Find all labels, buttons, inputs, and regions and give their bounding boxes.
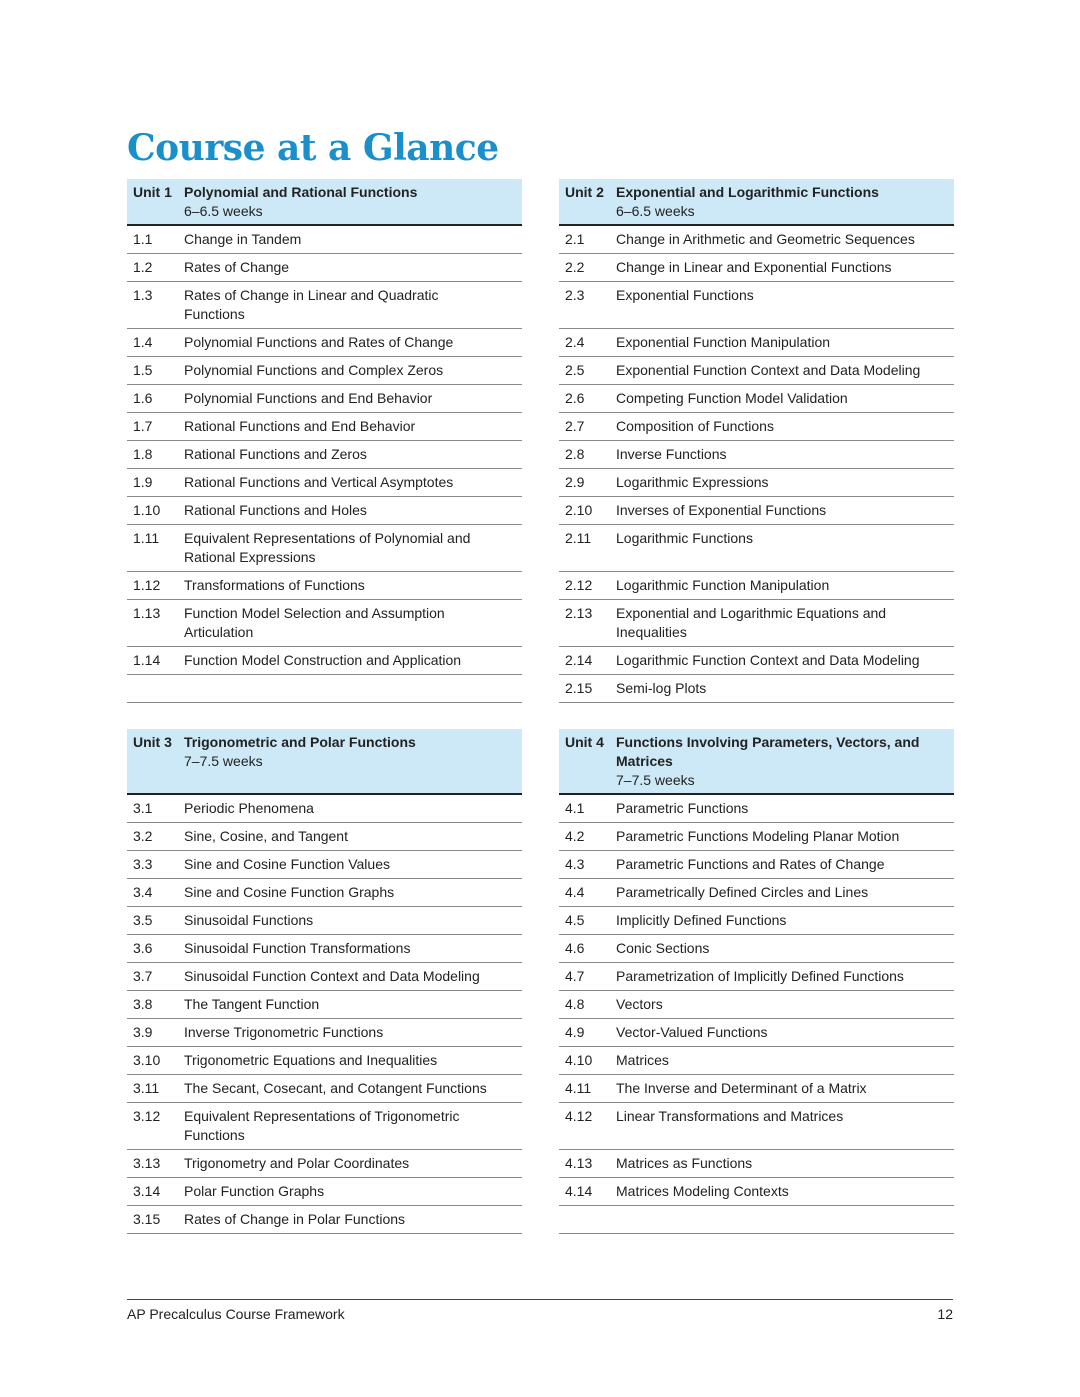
topic-row (559, 1019, 954, 1047)
topic-number: 3.1 (133, 800, 153, 816)
topic-title: Sine and Cosine Function Graphs (184, 884, 395, 900)
topic-title: Change in Tandem (184, 231, 302, 247)
topic-title: Exponential Functions (616, 287, 754, 303)
topic-row (559, 600, 954, 647)
topic-row (127, 795, 522, 823)
topic-title: Polynomial Functions and Rates of Change (184, 334, 454, 350)
topic-title: Parametric Functions and Rates of Change (616, 856, 885, 872)
topic-title: Logarithmic Function Context and Data Modeling (616, 652, 920, 668)
topic-number: 1.1 (133, 231, 153, 247)
topic-number: 2.11 (565, 530, 592, 546)
topic-number: 3.12 (133, 1108, 161, 1124)
topic-title: Sinusoidal Function Transformations (184, 940, 411, 956)
unit-4-table (559, 729, 954, 1234)
topic-number: 2.6 (565, 390, 585, 406)
topic-row (127, 1103, 522, 1150)
topic-row (127, 572, 522, 600)
topic-number: 1.11 (133, 530, 160, 546)
unit-title: Exponential and Logarithmic Functions (616, 184, 879, 200)
topic-number: 3.15 (133, 1211, 161, 1227)
topic-title: Competing Function Model Validation (616, 390, 848, 406)
topic-number: 3.13 (133, 1155, 161, 1171)
topic-number: 3.4 (133, 884, 153, 900)
topic-number: 2.4 (565, 334, 585, 350)
unit-title: Polynomial and Rational Functions (184, 184, 418, 200)
topic-title: Parametrically Defined Circles and Lines (616, 884, 869, 900)
topic-row (559, 907, 954, 935)
topic-title: Exponential Function Manipulation (616, 334, 831, 350)
topic-title: Change in Arithmetic and Geometric Sequences (616, 231, 915, 247)
topic-row (559, 1150, 954, 1178)
topic-title: Matrices (616, 1052, 669, 1068)
topic-row (127, 600, 522, 647)
topic-row (559, 1075, 954, 1103)
topic-row (127, 497, 522, 525)
topic-title: Matrices Modeling Contexts (616, 1183, 789, 1199)
topic-list (559, 795, 954, 1234)
page-number: 12 (937, 1306, 953, 1322)
topic-title: Polynomial Functions and End Behavior (184, 390, 433, 406)
topic-row (559, 357, 954, 385)
topic-row (127, 823, 522, 851)
topic-title: Matrices as Functions (616, 1155, 753, 1171)
topic-row (559, 879, 954, 907)
topic-row (127, 1019, 522, 1047)
footer-document-title: AP Precalculus Course Framework (127, 1306, 345, 1322)
topic-title: Parametric Functions Modeling Planar Motion (616, 828, 900, 844)
topic-number: 2.14 (565, 652, 593, 668)
unit-label: Unit 4 (565, 734, 604, 750)
topic-number: 2.15 (565, 680, 593, 696)
topic-row (127, 525, 522, 572)
topic-row (559, 525, 954, 572)
topic-number: 4.6 (565, 940, 585, 956)
topic-row (559, 1047, 954, 1075)
unit-header (127, 179, 522, 226)
topic-title: Logarithmic Expressions (616, 474, 769, 490)
topic-number: 1.5 (133, 362, 153, 378)
topic-number: 4.5 (565, 912, 585, 928)
topic-number: 3.7 (133, 968, 153, 984)
topic-title: Implicitly Defined Functions (616, 912, 787, 928)
topic-number: 2.7 (565, 418, 585, 434)
topic-row (127, 1206, 522, 1234)
topic-title: Vectors (616, 996, 663, 1012)
topic-number: 4.4 (565, 884, 585, 900)
topic-number: 3.8 (133, 996, 153, 1012)
topic-row (559, 282, 954, 329)
topic-row (559, 675, 954, 703)
topic-row (127, 385, 522, 413)
topic-title: Conic Sections (616, 940, 710, 956)
topic-title: The Tangent Function (184, 996, 320, 1012)
topic-row (127, 441, 522, 469)
topic-number: 2.2 (565, 259, 585, 275)
unit-weeks: 7–7.5 weeks (616, 772, 695, 788)
topic-number: 4.10 (565, 1052, 593, 1068)
topic-row (127, 1075, 522, 1103)
topic-title: Rates of Change in Linear and Quadratic Functions (184, 287, 439, 322)
unit-1-table (127, 179, 522, 703)
topic-title: Polynomial Functions and Complex Zeros (184, 362, 444, 378)
unit-title: Trigonometric and Polar Functions (184, 734, 416, 750)
unit-weeks: 6–6.5 weeks (616, 203, 695, 219)
topic-row (559, 572, 954, 600)
topic-title: Rates of Change (184, 259, 290, 275)
topic-number: 2.10 (565, 502, 593, 518)
topic-row (127, 1047, 522, 1075)
topic-title: Rates of Change in Polar Functions (184, 1211, 406, 1227)
topic-title: Sine and Cosine Function Values (184, 856, 390, 872)
topic-title: Function Model Construction and Application (184, 652, 462, 668)
topic-row (559, 329, 954, 357)
unit-label: Unit 3 (133, 734, 172, 750)
topic-row (127, 1150, 522, 1178)
topic-number: 3.10 (133, 1052, 161, 1068)
topic-title: Vector-Valued Functions (616, 1024, 768, 1040)
topic-title: Transformations of Functions (184, 577, 365, 593)
unit-header (127, 729, 522, 795)
topic-number: 3.3 (133, 856, 153, 872)
topic-row (127, 357, 522, 385)
topic-number: 2.5 (565, 362, 585, 378)
topic-number: 1.6 (133, 390, 153, 406)
topic-row (559, 1103, 954, 1150)
topic-row (559, 823, 954, 851)
topic-title: Sinusoidal Functions (184, 912, 314, 928)
topic-title: Exponential and Logarithmic Equations and Inequalities (616, 605, 887, 640)
topic-number: 4.1 (565, 800, 585, 816)
topic-number: 3.5 (133, 912, 153, 928)
topic-number: 4.8 (565, 996, 585, 1012)
topic-number: 1.12 (133, 577, 161, 593)
topic-number: 4.12 (565, 1108, 593, 1124)
topic-title: Function Model Selection and Assumption Articulation (184, 605, 445, 640)
topic-number: 2.3 (565, 287, 585, 303)
topic-number: 4.14 (565, 1183, 593, 1199)
topic-row (127, 254, 522, 282)
topic-row (127, 991, 522, 1019)
topic-row (127, 879, 522, 907)
topic-title: The Secant, Cosecant, and Cotangent Functions (184, 1080, 487, 1096)
topic-list (127, 795, 522, 1234)
page-title: Course at a Glance (127, 127, 499, 169)
topic-row (559, 991, 954, 1019)
topic-title: Logarithmic Functions (616, 530, 753, 546)
topic-number: 2.1 (565, 231, 585, 247)
topic-number: 3.14 (133, 1183, 161, 1199)
topic-number: 1.8 (133, 446, 153, 462)
topic-title: Periodic Phenomena (184, 800, 314, 816)
topic-title: Rational Functions and End Behavior (184, 418, 416, 434)
topic-row (559, 963, 954, 991)
topic-row (559, 1178, 954, 1206)
unit-header (559, 179, 954, 226)
topic-number: 4.11 (565, 1080, 592, 1096)
topic-number: 4.7 (565, 968, 585, 984)
unit-label: Unit 2 (565, 184, 604, 200)
topic-row (127, 282, 522, 329)
topic-row (127, 851, 522, 879)
topic-row (127, 963, 522, 991)
topic-number: 2.9 (565, 474, 585, 490)
topic-number: 3.11 (133, 1080, 160, 1096)
topic-title: Equivalent Representations of Polynomial and Rational Expressions (184, 530, 471, 565)
topic-title: Logarithmic Function Manipulation (616, 577, 830, 593)
topic-title: Inverse Trigonometric Functions (184, 1024, 384, 1040)
topic-title: Exponential Function Context and Data Modeling (616, 362, 921, 378)
topic-number: 1.2 (133, 259, 153, 275)
topic-title: Composition of Functions (616, 418, 774, 434)
topic-number: 3.9 (133, 1024, 153, 1040)
unit-header (559, 729, 954, 795)
topic-row (127, 907, 522, 935)
topic-row (127, 329, 522, 357)
unit-2-table (559, 179, 954, 703)
unit-weeks: 6–6.5 weeks (184, 203, 263, 219)
topic-title: Polar Function Graphs (184, 1183, 325, 1199)
topic-list (559, 226, 954, 703)
topic-number: 3.2 (133, 828, 153, 844)
topic-row (127, 935, 522, 963)
topic-title: Sinusoidal Function Context and Data Modeling (184, 968, 480, 984)
topic-number: 1.13 (133, 605, 161, 621)
topic-title: Rational Functions and Zeros (184, 446, 367, 462)
topic-title: Inverse Functions (616, 446, 727, 462)
topic-row (127, 413, 522, 441)
topic-row (559, 497, 954, 525)
topic-row (127, 647, 522, 675)
topic-number: 3.6 (133, 940, 153, 956)
topic-title: Rational Functions and Holes (184, 502, 367, 518)
topic-number: 1.4 (133, 334, 153, 350)
topic-list (127, 226, 522, 703)
topic-title: Trigonometry and Polar Coordinates (184, 1155, 410, 1171)
empty-row (559, 1206, 954, 1234)
unit-label: Unit 1 (133, 184, 172, 200)
topic-number: 1.14 (133, 652, 161, 668)
topic-row (127, 1178, 522, 1206)
topic-number: 2.12 (565, 577, 593, 593)
topic-number: 1.9 (133, 474, 153, 490)
topic-title: Equivalent Representations of Trigonometric Functions (184, 1108, 460, 1143)
topic-title: Semi-log Plots (616, 680, 707, 696)
topic-row (559, 441, 954, 469)
topic-title: Parametrization of Implicitly Defined Functions (616, 968, 904, 984)
topic-number: 4.13 (565, 1155, 593, 1171)
footer-divider (127, 1299, 953, 1300)
topic-row (559, 385, 954, 413)
topic-title: Rational Functions and Vertical Asymptotes (184, 474, 454, 490)
topic-row (559, 935, 954, 963)
topic-number: 2.13 (565, 605, 593, 621)
topic-number: 2.8 (565, 446, 585, 462)
topic-row (559, 254, 954, 282)
topic-number: 1.10 (133, 502, 161, 518)
topic-row (559, 647, 954, 675)
topic-row (127, 226, 522, 254)
unit-weeks: 7–7.5 weeks (184, 753, 263, 769)
topic-row (559, 795, 954, 823)
topic-number: 4.2 (565, 828, 585, 844)
topic-row (127, 469, 522, 497)
topic-row (559, 851, 954, 879)
topic-number: 4.3 (565, 856, 585, 872)
unit-3-table (127, 729, 522, 1234)
topic-row (559, 469, 954, 497)
topic-title: Trigonometric Equations and Inequalities (184, 1052, 438, 1068)
empty-row (127, 675, 522, 703)
unit-title: Functions Involving Parameters, Vectors, and Matrices (616, 734, 920, 769)
topic-title: Inverses of Exponential Functions (616, 502, 827, 518)
topic-title: Parametric Functions (616, 800, 749, 816)
topic-row (559, 413, 954, 441)
topic-number: 4.9 (565, 1024, 585, 1040)
topic-number: 1.3 (133, 287, 153, 303)
topic-number: 1.7 (133, 418, 153, 434)
topic-row (559, 226, 954, 254)
topic-title: Linear Transformations and Matrices (616, 1108, 844, 1124)
topic-title: Change in Linear and Exponential Functions (616, 259, 892, 275)
topic-title: The Inverse and Determinant of a Matrix (616, 1080, 867, 1096)
topic-title: Sine, Cosine, and Tangent (184, 828, 348, 844)
